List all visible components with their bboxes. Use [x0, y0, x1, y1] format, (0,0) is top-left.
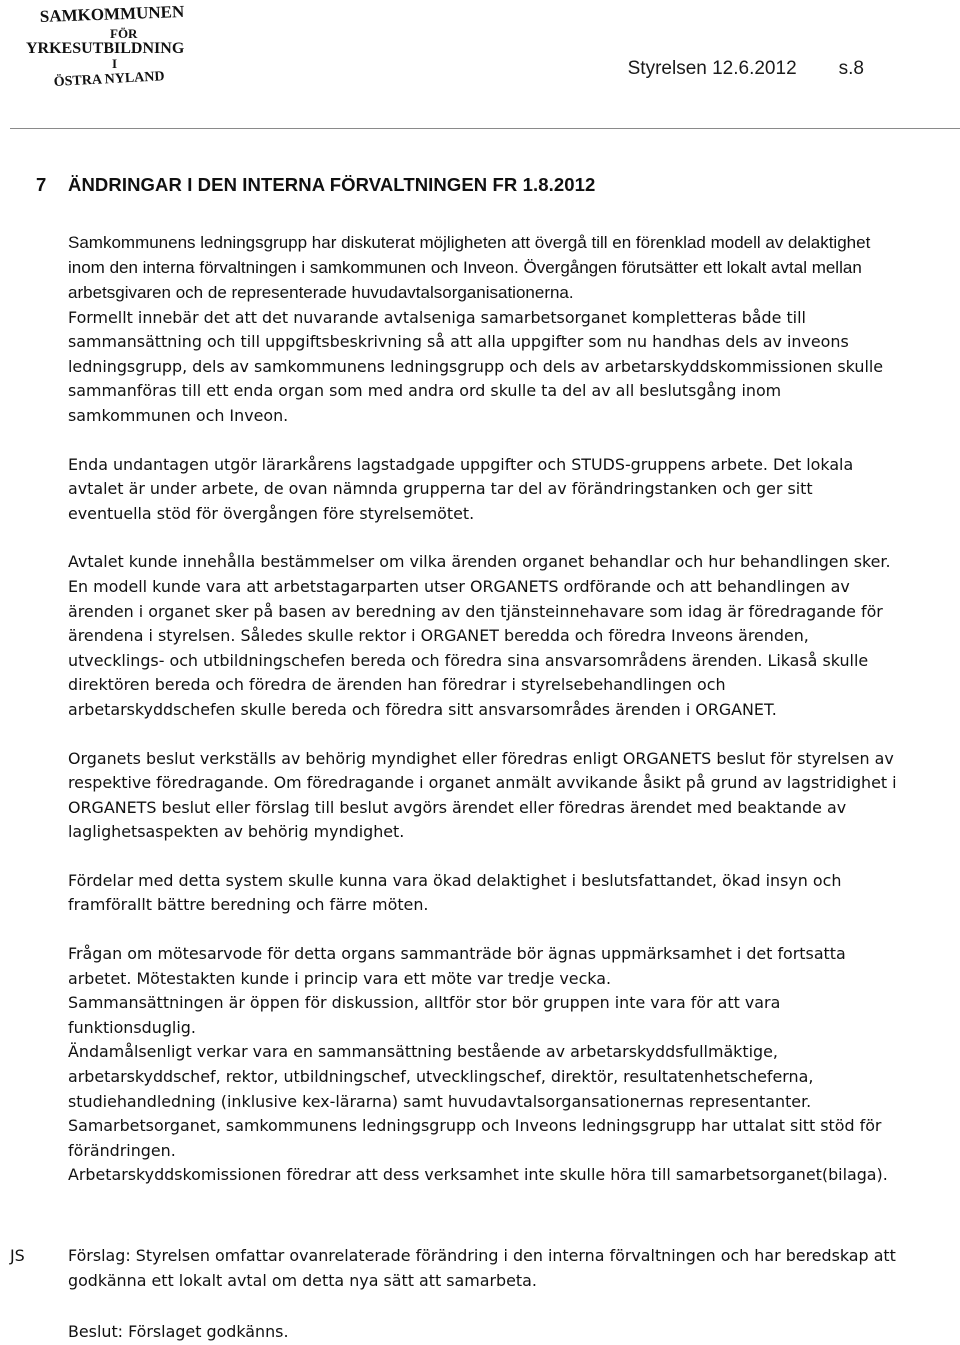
preparer-initials: JS — [10, 1246, 25, 1265]
logo-line-1: SAMKOMMUNEN — [39, 2, 185, 26]
paragraph-formal: Formellt innebär det att det nuvarande avtalseniga samarbetsorganet kompletteras både till sammansättning och till uppgiftsbeskrivning så att alla uppgifter som nu handhas dels av inveons ledningsgrupp, dels av samkommunens ledningsgrupp och dels av arbetarskyddskommissionen skulle sammanföras till ett enda organ som med andra ord skulle ta del av all beslutsgång inom samkommunen och Inveon. — [68, 307, 884, 425]
board-date: Styrelsen 12.6.2012 — [627, 58, 797, 79]
document-body — [68, 230, 898, 1188]
logo-line-2: FÖR — [110, 26, 138, 41]
logo-line-4: I — [112, 56, 118, 71]
paragraph-commission: Arbetarskyddskomissionen föredrar att dess verksamhet inte skulle höra till samarbetsorganet(bilaga). — [68, 1165, 888, 1185]
paragraph-members: Ändamålsenligt verkar vara en sammansättning bestående av arbetarskyddsfullmäktige, arbetarskyddschef, rektor, utbildningschef, utvecklingschef, direktör, resultatenhetscheferna, studiehandledning (inklusive kex-lärarna) samt huvudavtalsorgansationernas representanter. — [68, 1042, 814, 1111]
logo-line-3: YRKESUTBILDNING — [26, 40, 185, 57]
header-meta — [628, 58, 864, 80]
paragraph-support: Samarbetsorganet, samkommunens ledningsgrupp och Inveons ledningsgrupp har uttalat sitt stöd för förändringen. — [68, 1116, 882, 1160]
paragraph-execution: Organets beslut verkställs av behörig myndighet eller föredras enligt ORGANETS beslut för styrelsen av respektive föredragande. Om föredragande i organet anmält avvikande åsikt på grund av lagstridighet i ORGANETS beslut eller förslag till beslut avgörs ärendet eller föredras ärendet med beaktande av laglighetsaspekten av behörig myndighet. — [68, 748, 897, 842]
paragraph-composition: Sammansättningen är öppen för diskussion, alltför stor bör gruppen inte vara för att vara funktionsduglig. — [68, 993, 781, 1037]
proposal-text: Förslag: Styrelsen omfattar ovanrelaterade förändring i den interna förvaltningen och har beredskap att godkänna ett lokalt avtal om detta nya sätt att samarbeta. — [68, 1246, 896, 1290]
header-divider — [10, 128, 960, 129]
page-number: s.8 — [838, 58, 864, 79]
paragraph-exceptions: Enda undantagen utgör lärarkårens lagstadgade uppgifter och STUDS-gruppens arbete. Det lokala avtalet är under arbete, de ovan nämnda grupperna tar del av förändringstanken och ger sitt eventuella stöd för övergången före styrelsemötet. — [68, 454, 854, 523]
paragraph-intro: Samkommunens ledningsgrupp har diskuterat möjligheten att övergå till en förenklad modell av delaktighet inom den interna förvaltningen i samkommunen och Inveon. Övergången förutsätter ett lokalt avtal mellan arbetsgivaren och de representerade huvudavtalsorganisationerna. — [68, 233, 871, 303]
organization-logo — [22, 2, 232, 92]
logo-wordmark — [22, 2, 232, 92]
section-title: ÄNDRINGAR I DEN INTERNA FÖRVALTNINGEN FR 1.8.2012 — [68, 174, 596, 195]
paragraph-fees: Frågan om mötesarvode för detta organs sammanträde bör ägnas uppmärksamhet i det fortsatta arbetet. Mötestakten kunde i princip vara ett möte var tredje vecka. — [68, 944, 846, 988]
paragraph-model: Avtalet kunde innehålla bestämmelser om vilka ärenden organet behandlar och hur behandlingen sker. En modell kunde vara att arbetstagarparten utser ORGANETS ordförande och att behandlingen av ärenden i organet sker på basen av beredning av den tjänsteinnehavare som idag är föredragande för ärendena i styrelsen. Således skulle rektor i ORGANET beredda och föredra Inveons ärenden, utvecklings- och utbildningschefen bereda och föredra sina ansvarsområdens ärenden. Likaså skulle direktören bereda och föredra de ärenden han föredrar i styrelsebehandlingen och arbetarskyddschefen skulle bereda och föredra sitt ansvarsområdes ärenden i ORGANET. — [68, 552, 891, 719]
decision-text: Beslut: Förslaget godkänns. — [68, 1322, 289, 1341]
section-number: 7 — [36, 174, 47, 195]
section-heading — [36, 174, 595, 196]
paragraph-benefits: Fördelar med detta system skulle kunna vara ökad delaktighet i beslutsfattandet, ökad insyn och framförallt bättre beredning och färre möten. — [68, 870, 842, 915]
logo-line-5: ÖSTRA NYLAND — [53, 69, 165, 90]
